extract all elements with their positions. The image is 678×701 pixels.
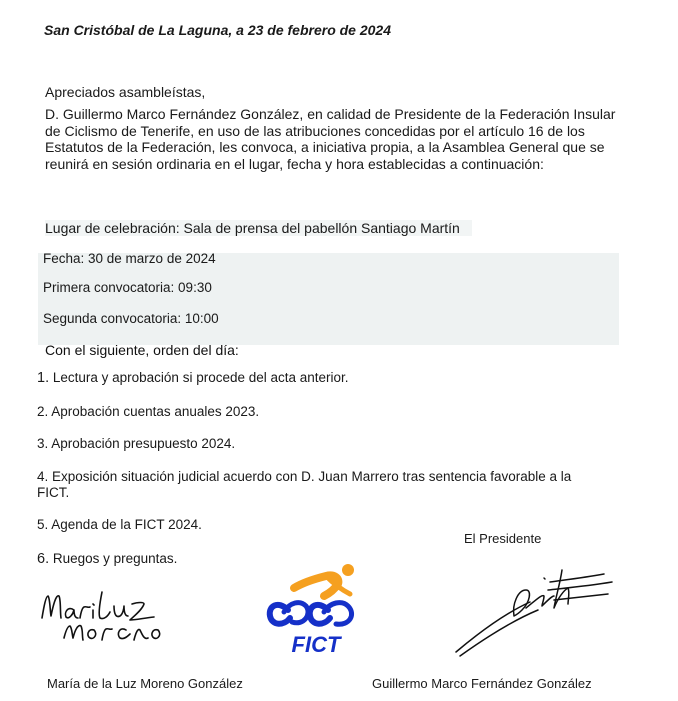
agenda-item-number: 6. — [37, 551, 50, 567]
agenda-item-text: Aprobación cuentas anuales 2023. — [51, 404, 260, 419]
document-date: San Cristóbal de La Laguna, a 23 de febrero de 2024 — [44, 22, 392, 38]
agenda-intro: Con el siguiente, orden del día: — [45, 342, 239, 358]
president-title: El Presidente — [464, 531, 542, 546]
agenda-item-number: 2. — [37, 404, 49, 419]
left-signatory-name: María de la Luz Moreno González — [47, 676, 243, 691]
second-call: Segunda convocatoria: 10:00 — [43, 311, 219, 326]
fict-logo-text: FICT — [291, 632, 341, 656]
right-signatory-name: Guillermo Marco Fernández González — [372, 676, 592, 691]
agenda-item — [37, 517, 202, 532]
first-call: Primera convocatoria: 09:30 — [43, 280, 212, 295]
agenda-item-text: Lectura y aprobación si procede del acta anterior. — [52, 370, 349, 385]
right-signature-icon — [452, 560, 622, 660]
agenda-item — [37, 436, 235, 451]
fict-logo-icon — [264, 560, 366, 656]
greeting: Apreciados asambleístas, — [45, 84, 206, 100]
letter-body: D. Guillermo Marco Fernández González, en calidad de Presidente de la Federación Insular de Ciclismo de Tenerife, en uso de las atribuciones concedidas por el artículo 16 de los Estatutos de la Federación, les convoca, a iniciativa propia, a la Asamblea General que se reunirá en sesión ordinaria en el lugar, fecha y hora establecidas a continuación: — [45, 106, 616, 172]
agenda-item-text: Agenda de la FICT 2024. — [51, 517, 202, 532]
agenda-item — [37, 551, 177, 567]
meeting-date: Fecha: 30 de marzo de 2024 — [43, 251, 216, 266]
agenda-item — [37, 404, 259, 419]
meeting-place — [45, 220, 472, 236]
agenda-item-number: 3. — [37, 436, 49, 451]
agenda-item-text: Exposición situación judicial acuerdo con D. Juan Marrero tras sentencia favorable a la FICT. — [37, 469, 572, 500]
details-shaded-box — [38, 253, 619, 345]
agenda-item-text: Aprobación presupuesto 2024. — [51, 436, 236, 451]
agenda-item-number: 1. — [37, 370, 50, 386]
agenda-item-number: 4. — [37, 469, 49, 484]
left-signature-icon — [36, 584, 196, 652]
agenda-item-text: Ruegos y preguntas. — [52, 551, 178, 566]
agenda-item — [37, 469, 607, 501]
agenda-item-number: 5. — [37, 517, 49, 532]
meeting-place-text: Lugar de celebración: Sala de prensa del pabellón Santiago Martín — [45, 220, 472, 236]
agenda-item — [37, 370, 349, 386]
